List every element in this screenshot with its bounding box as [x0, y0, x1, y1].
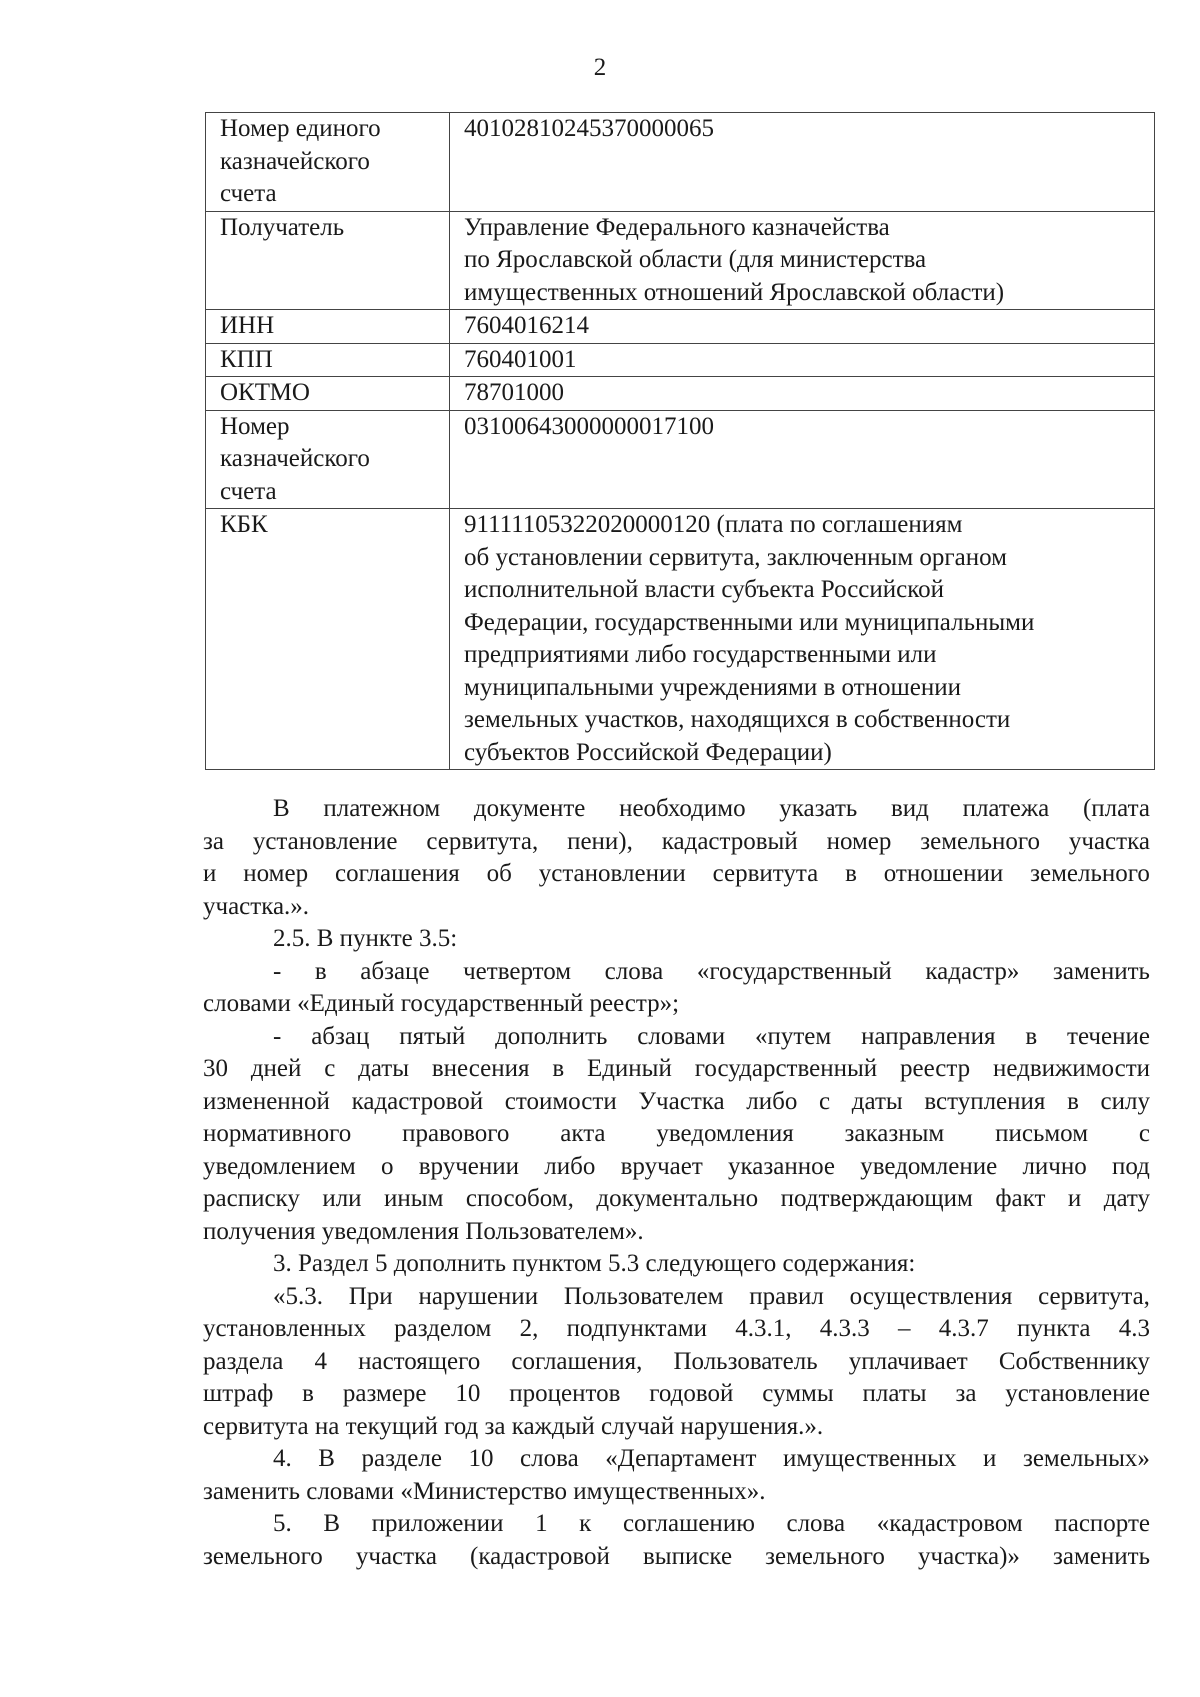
word: кадастровый: [661, 827, 798, 855]
word: с: [324, 1055, 336, 1082]
word: уведомлением: [203, 1152, 356, 1180]
word: документально: [596, 1185, 759, 1212]
field-value: [450, 113, 1155, 212]
word: земельных»: [1022, 1445, 1150, 1472]
word: способом,: [465, 1185, 574, 1212]
value-line: 7604016214: [464, 312, 589, 339]
text-line: 2.5. В пункте 3.5:: [273, 925, 458, 952]
label-line: счета: [220, 180, 277, 207]
word: установлении: [538, 860, 686, 887]
value-line: 760401001: [464, 345, 577, 373]
word: направления: [861, 1022, 996, 1050]
word: земельного: [203, 1542, 323, 1570]
word: нарушении: [418, 1282, 539, 1310]
paragraph: [203, 1281, 1150, 1444]
paragraph: [203, 956, 1150, 1021]
word: под: [1112, 1152, 1150, 1180]
word: платежном: [323, 795, 441, 822]
word: «кадастровом: [876, 1510, 1023, 1537]
field-label: [206, 310, 450, 344]
table-row: [206, 113, 1155, 212]
word: В: [273, 795, 290, 822]
label-line: Номер единого: [220, 115, 381, 142]
value-line: 03100643000000017100: [464, 412, 714, 440]
word: за: [955, 1380, 977, 1407]
label-line: КПП: [220, 345, 273, 373]
word: 4.3.1,: [735, 1315, 792, 1342]
word: В: [323, 1510, 341, 1537]
word: «Департамент: [605, 1445, 757, 1472]
word: разделе: [361, 1445, 442, 1472]
value-line: муниципальными учреждениями в отношении: [464, 673, 962, 701]
word: «5.3.: [273, 1282, 323, 1310]
word: в: [552, 1055, 565, 1082]
word: участка)»: [918, 1542, 1020, 1570]
word: 5.: [273, 1510, 292, 1537]
word: При: [348, 1282, 393, 1310]
text-line: [203, 1086, 1150, 1119]
word: либо: [746, 1087, 798, 1115]
word: «путем: [754, 1022, 832, 1050]
word: уведомления: [656, 1120, 794, 1147]
word: абзаце: [360, 957, 430, 985]
word: и: [1067, 1185, 1082, 1212]
word: указать: [779, 795, 858, 822]
text-line: [203, 1346, 1150, 1379]
word: 4.3: [1118, 1315, 1150, 1342]
word: расписку: [203, 1185, 300, 1212]
text-line: [203, 1378, 1150, 1411]
word: государственный: [694, 1055, 878, 1082]
word: 4: [314, 1347, 328, 1375]
word: вручает: [620, 1152, 703, 1180]
value-line: 78701000: [464, 379, 564, 406]
word: дополнить: [495, 1022, 608, 1050]
text-line: [203, 826, 1150, 859]
word: кадастр»: [925, 957, 1020, 985]
paragraph: [203, 1021, 1150, 1249]
value-line: исполнительной власти субъекта Российской: [464, 576, 945, 603]
word: уплачивает: [848, 1347, 968, 1375]
word: заменить: [1053, 1542, 1150, 1570]
text-line: [203, 1053, 1150, 1086]
word: кадастровой: [351, 1087, 484, 1115]
label-line: казначейского: [220, 147, 370, 175]
word: разделом: [394, 1315, 492, 1342]
word: подпунктами: [566, 1315, 708, 1342]
field-label: [206, 410, 450, 509]
word: к: [579, 1510, 592, 1537]
text-line: [203, 858, 1150, 891]
word: факт: [995, 1185, 1046, 1212]
word: земельного: [920, 827, 1041, 855]
table-row: [206, 410, 1155, 509]
word: абзац: [311, 1022, 370, 1050]
value-line: 91111105322020000120 (плата по соглашениям: [464, 511, 963, 538]
text-line: [203, 1313, 1150, 1346]
word: слова: [786, 1510, 846, 1537]
label-line: Номер: [220, 412, 290, 440]
word: заказным: [844, 1120, 945, 1147]
word: приложении: [371, 1510, 504, 1537]
field-value: [450, 310, 1155, 344]
word: 4.3.3: [819, 1315, 870, 1342]
word: необходимо: [619, 795, 746, 822]
word: письмом: [995, 1120, 1089, 1147]
field-value: [450, 211, 1155, 310]
document-body: [203, 793, 1150, 1573]
text-line: [203, 1118, 1150, 1151]
word: либо: [544, 1152, 596, 1180]
text-line: [203, 793, 1150, 826]
text-line: [203, 1508, 1150, 1541]
word: в: [302, 1380, 314, 1407]
word: силу: [1100, 1087, 1150, 1115]
word: вступления: [924, 1087, 1046, 1115]
word: пункта: [1017, 1315, 1091, 1342]
value-line: об установлении сервитута, заключенным органом: [464, 543, 1007, 571]
word: участка: [355, 1542, 437, 1570]
word: с: [1138, 1120, 1150, 1147]
text-line: получения уведомления Пользователем».: [203, 1217, 644, 1245]
field-label: [206, 113, 450, 212]
paragraph: [203, 1248, 1150, 1281]
word: земельного: [765, 1542, 885, 1570]
word: размере: [342, 1380, 427, 1407]
word: 1: [535, 1510, 548, 1537]
text-line: словами «Единый государственный реестр»;: [203, 990, 680, 1017]
word: о: [380, 1152, 394, 1180]
word: Единый: [586, 1055, 672, 1082]
table-row: [206, 377, 1155, 411]
word: номер: [826, 827, 892, 855]
word: в: [1025, 1022, 1038, 1050]
label-line: ИНН: [220, 312, 275, 339]
word: с: [819, 1087, 831, 1115]
word: установление: [1005, 1380, 1150, 1407]
word: слова: [520, 1445, 579, 1472]
text-line: [203, 956, 1150, 989]
word: четвертом: [463, 957, 572, 985]
word: 30: [203, 1055, 228, 1082]
word: 4.3.7: [938, 1315, 989, 1342]
word: акта: [560, 1120, 606, 1147]
text-line: заменить словами «Министерство имущественных».: [203, 1477, 766, 1505]
word: номер: [243, 860, 309, 887]
word: Собственнику: [998, 1347, 1150, 1375]
label-line: казначейского: [220, 445, 370, 472]
word: установленных: [203, 1315, 366, 1342]
word: иным: [384, 1185, 444, 1212]
value-line: имущественных отношений Ярославской области): [464, 278, 1005, 306]
word: подтверждающим: [780, 1185, 973, 1212]
word: паспорте: [1054, 1510, 1150, 1537]
text-line: [203, 1541, 1150, 1574]
word: в: [845, 860, 857, 887]
word: платежа: [962, 795, 1050, 822]
field-value: [450, 410, 1155, 509]
table-row: [206, 509, 1155, 770]
word: (плата: [1082, 795, 1150, 822]
word: уведомление: [860, 1152, 998, 1180]
word: сервитута,: [1038, 1282, 1150, 1310]
word: сервитута,: [426, 827, 539, 855]
word: за: [203, 827, 224, 855]
field-value: [450, 377, 1155, 411]
word: -: [273, 957, 282, 985]
word: Пользователем: [563, 1282, 724, 1310]
word: правового: [402, 1120, 510, 1147]
word: «государственный: [696, 957, 892, 985]
field-label: [206, 211, 450, 310]
word: 10: [468, 1445, 494, 1472]
field-value: [450, 343, 1155, 377]
word: соглашению: [622, 1510, 755, 1537]
word: 2,: [519, 1315, 539, 1342]
word: вид: [890, 795, 929, 822]
word: внесения: [431, 1055, 530, 1082]
word: процентов: [509, 1380, 621, 1407]
paragraph: [203, 793, 1150, 923]
word: слова: [604, 957, 664, 985]
word: словами: [637, 1022, 726, 1050]
word: даты: [358, 1055, 410, 1082]
word: или: [322, 1185, 362, 1212]
word: В: [318, 1445, 335, 1472]
text-line: 3. Раздел 5 дополнить пунктом 5.3 следующего содержания:: [273, 1250, 916, 1277]
word: годовой: [649, 1380, 734, 1407]
word: заменить: [1052, 957, 1150, 985]
table-row: [206, 211, 1155, 310]
word: осуществления: [849, 1282, 1013, 1310]
word: 4.: [273, 1445, 292, 1472]
field-value: [450, 509, 1155, 770]
text-line: [203, 1151, 1150, 1184]
word: -: [273, 1022, 282, 1050]
word: соглашения,: [511, 1347, 643, 1375]
word: участка: [1068, 827, 1150, 855]
text-line: участка.».: [203, 892, 310, 920]
word: реестр: [899, 1055, 971, 1082]
word: Участка: [638, 1087, 725, 1115]
word: нормативного: [203, 1120, 352, 1147]
word: сервитута: [712, 860, 819, 887]
value-line: субъектов Российской Федерации): [464, 738, 832, 766]
value-line: 40102810245370000065: [464, 115, 714, 142]
word: недвижимости: [992, 1055, 1150, 1082]
value-line: Управление Федерального казначейства: [464, 213, 890, 241]
word: Пользователь: [673, 1347, 818, 1375]
word: установление: [252, 827, 398, 855]
word: об: [486, 860, 512, 887]
text-line: [203, 1021, 1150, 1054]
paragraph: [203, 1508, 1150, 1573]
word: соглашения: [334, 860, 460, 887]
word: –: [898, 1315, 911, 1342]
word: земельного: [1030, 860, 1150, 887]
word: и: [203, 860, 217, 887]
word: настоящего: [358, 1347, 481, 1375]
value-line: земельных участков, находящихся в собственности: [464, 706, 1011, 733]
word: правил: [749, 1282, 824, 1310]
word: отношении: [883, 860, 1004, 887]
table-row: [206, 343, 1155, 377]
label-line: ОКТМО: [220, 379, 310, 406]
word: пятый: [399, 1022, 466, 1050]
table-row: [206, 310, 1155, 344]
label-line: счета: [220, 477, 277, 505]
word: дату: [1103, 1185, 1150, 1212]
value-line: Федерации, государственными или муниципальными: [464, 608, 1035, 636]
word: раздела: [203, 1347, 284, 1375]
word: в: [314, 957, 327, 985]
word: 10: [455, 1380, 481, 1407]
word: течение: [1067, 1022, 1150, 1050]
label-line: Получатель: [220, 213, 345, 241]
page-number: 2: [593, 54, 607, 81]
field-label: [206, 343, 450, 377]
word: в: [1067, 1087, 1079, 1115]
word: (кадастровой: [470, 1542, 610, 1570]
word: документе: [473, 795, 586, 822]
paragraph: [203, 923, 1150, 956]
word: вручении: [418, 1152, 520, 1180]
label-line: КБК: [220, 511, 268, 538]
word: и: [983, 1445, 997, 1472]
payment-details-table: [205, 112, 1155, 770]
word: суммы: [762, 1380, 834, 1407]
word: указанное: [728, 1152, 836, 1180]
value-line: по Ярославской области (для министерства: [464, 246, 927, 273]
text-line: [203, 1443, 1150, 1476]
text-line: [203, 1281, 1150, 1314]
word: платы: [862, 1380, 927, 1407]
field-label: [206, 377, 450, 411]
word: лично: [1022, 1152, 1087, 1180]
text-line: [203, 1183, 1150, 1216]
word: дней: [250, 1055, 302, 1082]
field-label: [206, 509, 450, 770]
word: стоимости: [504, 1087, 617, 1115]
paragraph: [203, 1443, 1150, 1508]
word: штраф: [203, 1380, 274, 1407]
word: имущественных: [782, 1445, 957, 1472]
word: выписке: [642, 1542, 733, 1570]
word: пени),: [567, 827, 633, 855]
word: даты: [851, 1087, 903, 1115]
word: измененной: [203, 1087, 330, 1115]
value-line: предприятиями либо государственными или: [464, 641, 937, 668]
text-line: сервитута на текущий год за каждый случай нарушения.».: [203, 1412, 824, 1440]
